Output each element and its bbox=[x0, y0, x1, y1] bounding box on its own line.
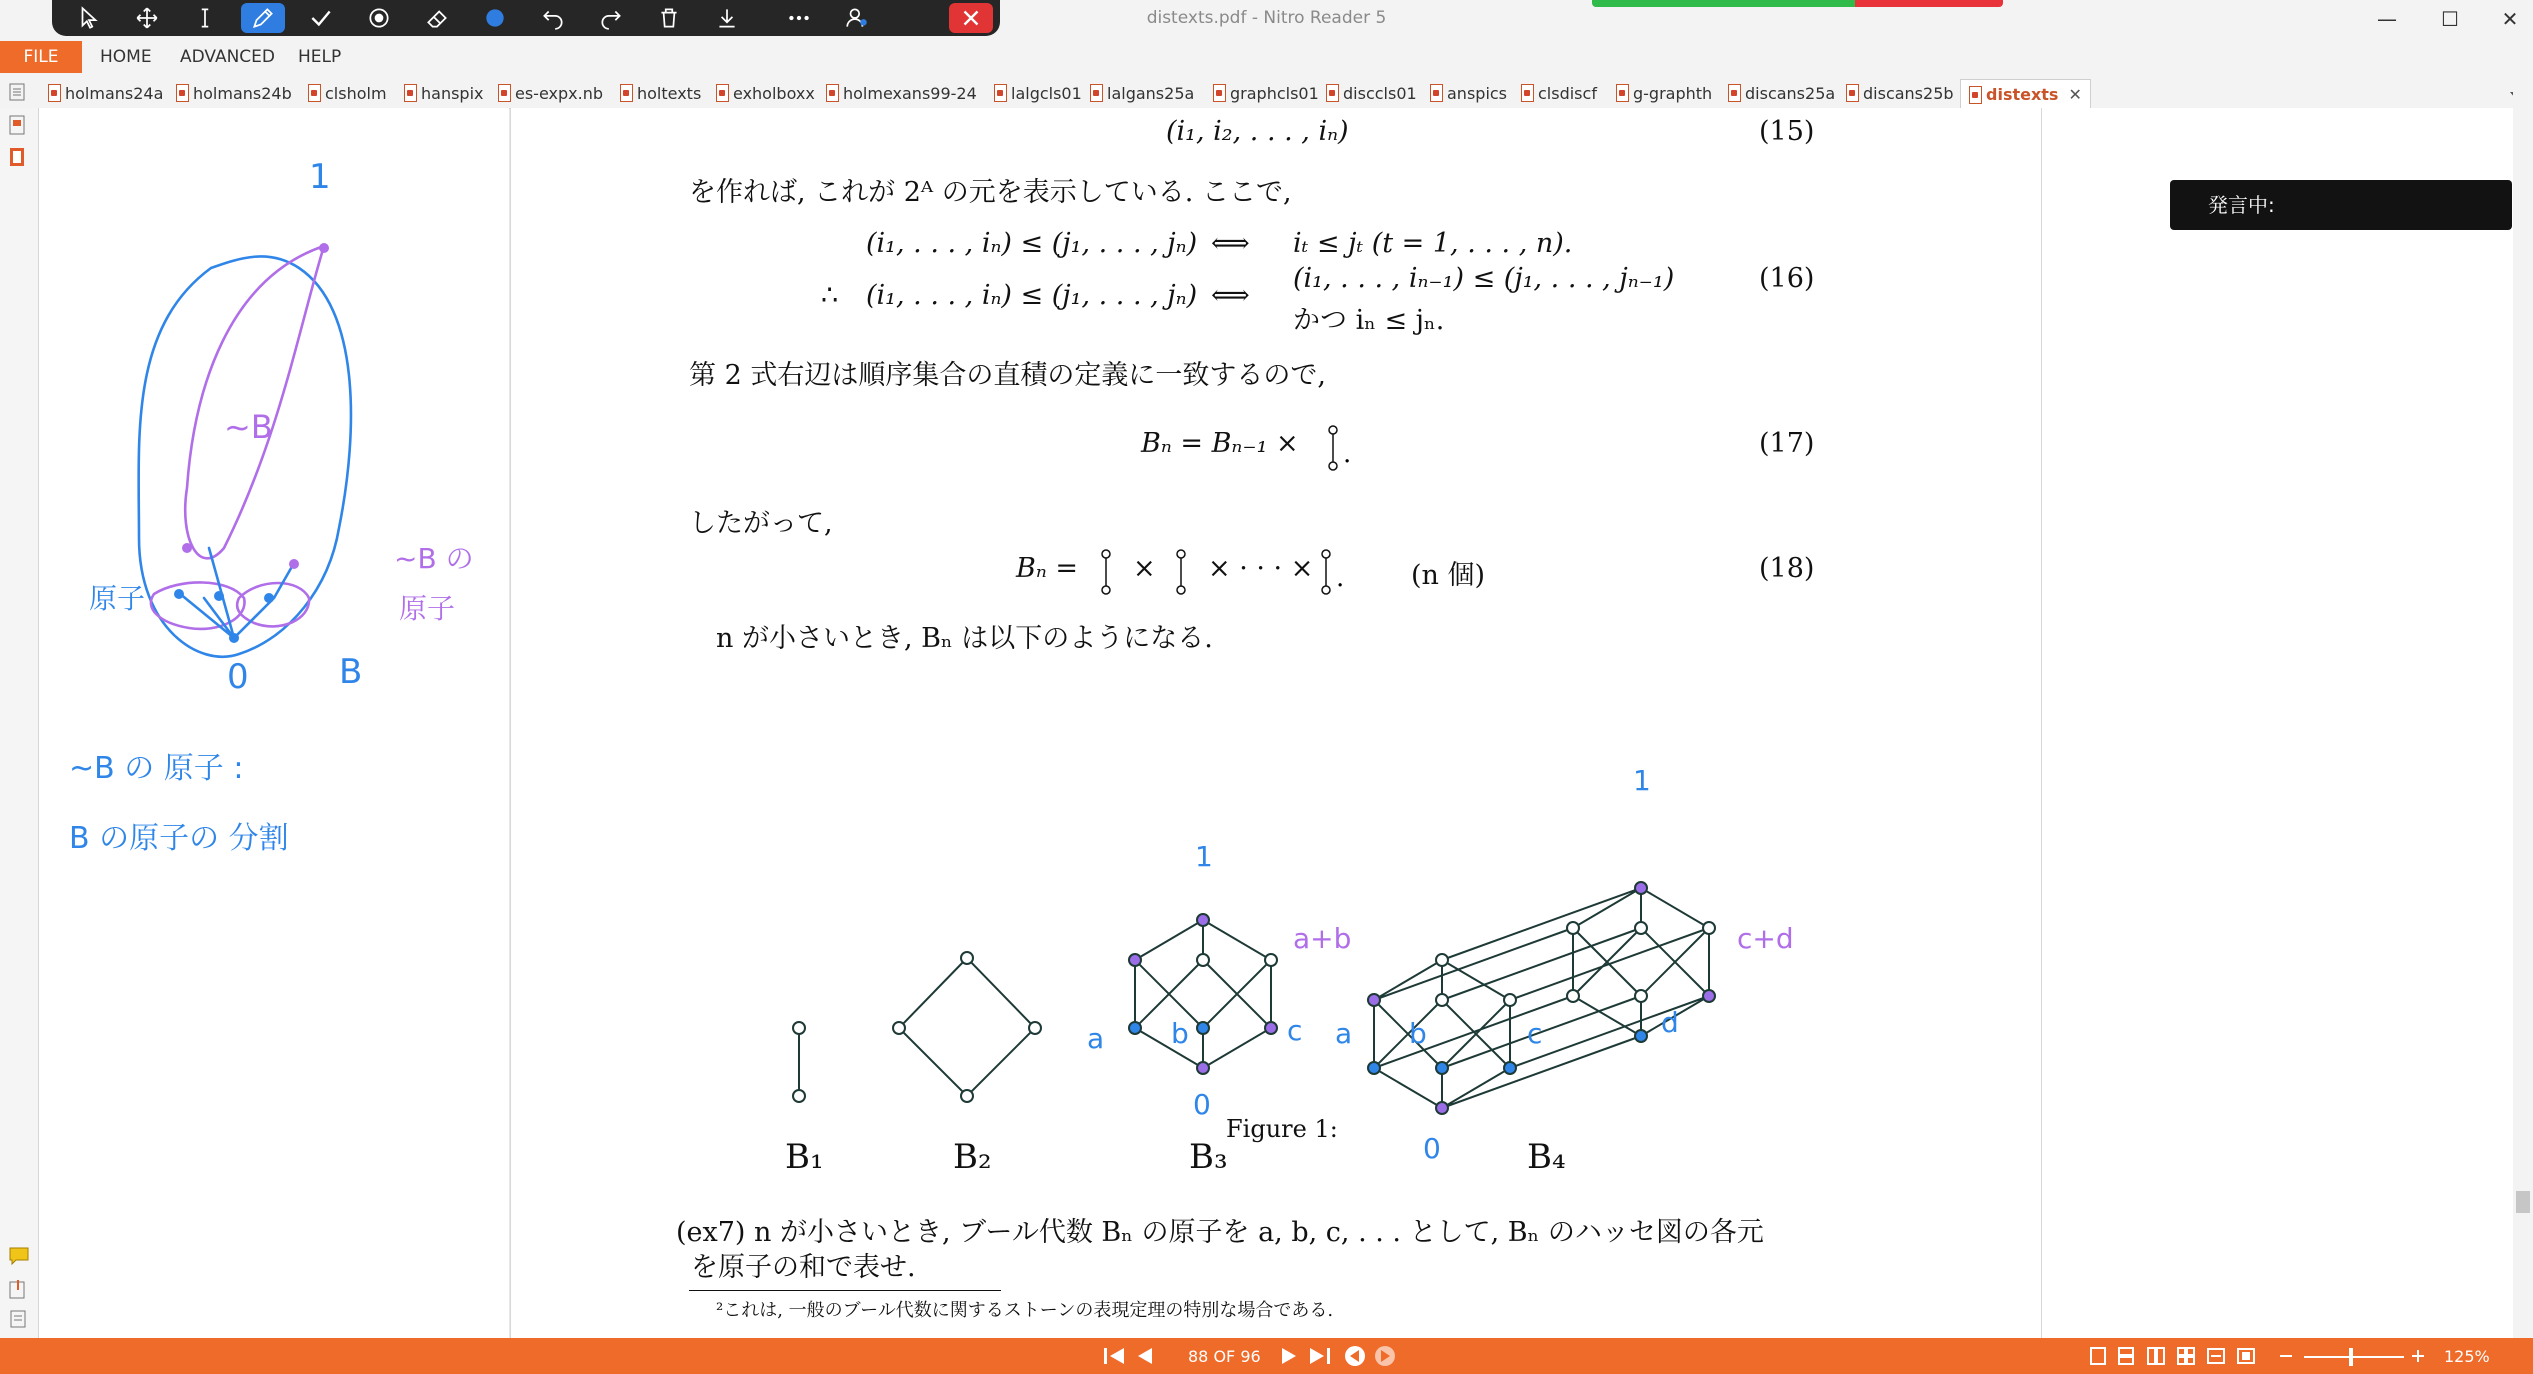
b4-node-c bbox=[1504, 1062, 1516, 1074]
menu-file[interactable]: FILE bbox=[0, 41, 82, 73]
text-line-2: 第 2 式右辺は順序集合の直積の定義に一致するので, bbox=[689, 360, 1326, 391]
right-margin bbox=[2042, 108, 2513, 1338]
tab-lalgcls01[interactable]: lalgcls01 bbox=[994, 82, 1082, 104]
maximize-button[interactable]: ☐ bbox=[2441, 7, 2459, 31]
b3-node-mid bbox=[1197, 954, 1209, 966]
b4-node-u1 bbox=[1567, 922, 1579, 934]
footnote: ²これは, 一般のブール代数に関するストーンの表現定理の特別な場合である. bbox=[716, 1300, 1334, 1321]
tab-discans25b[interactable]: discans25b bbox=[1846, 82, 1954, 104]
hw-note-1: ~B の 原子 : bbox=[69, 751, 244, 786]
tab-clsdiscf[interactable]: clsdiscf bbox=[1521, 82, 1597, 104]
menu-advanced[interactable]: ADVANCED bbox=[180, 47, 276, 67]
ink-dot-left bbox=[182, 543, 192, 553]
hw-btilde: ~B の bbox=[394, 542, 474, 575]
facing-view-icon[interactable] bbox=[2146, 1345, 2166, 1367]
eq18-chain-2 bbox=[1171, 546, 1195, 602]
eq17-number: (17) bbox=[1759, 428, 1815, 459]
b3-node-bottom bbox=[1197, 1062, 1209, 1074]
exercise-7-line-2: を原子の和で表せ. bbox=[691, 1252, 916, 1283]
highlighter-icon[interactable] bbox=[357, 3, 401, 33]
pdf-icon bbox=[826, 84, 839, 102]
b3-node-right-upper bbox=[1265, 954, 1277, 966]
eq18-lhs: Bₙ = bbox=[1016, 553, 1078, 584]
pdf-icon bbox=[176, 84, 189, 102]
download-icon[interactable] bbox=[705, 3, 749, 33]
tab-holmexans99-24[interactable]: holmexans99-24 bbox=[826, 82, 977, 104]
fit-page-icon[interactable] bbox=[2236, 1345, 2256, 1367]
eq18-dots: × · · · × bbox=[1208, 553, 1314, 584]
svg-text:.: . bbox=[1336, 563, 1345, 593]
b4-node-l2 bbox=[1436, 994, 1448, 1006]
text-line-1: を作れば, これが 2ᴬ の元を表示している. ここで, bbox=[689, 177, 1292, 208]
eq18-number: (18) bbox=[1759, 553, 1815, 584]
user-icon[interactable] bbox=[835, 3, 879, 33]
pdf-icon bbox=[1616, 84, 1629, 102]
ink-dot-b bbox=[214, 591, 224, 601]
zoom-in-icon[interactable] bbox=[2410, 1345, 2426, 1367]
tab-distexts[interactable]: distexts ✕ bbox=[1960, 79, 2091, 109]
left-sidebar bbox=[0, 108, 39, 1338]
b4-node-l3 bbox=[1504, 994, 1516, 1006]
b4-node-cd bbox=[1703, 990, 1715, 1002]
tab-es-expx[interactable]: es-expx.nb bbox=[498, 82, 603, 104]
stroke-purple-atoms-2 bbox=[237, 583, 309, 626]
layers-icon[interactable] bbox=[8, 1308, 28, 1328]
menu-bar bbox=[0, 38, 2533, 76]
tab-exholboxx[interactable]: exholboxx bbox=[716, 82, 815, 104]
hw-note-2: B の原子の 分割 bbox=[69, 821, 289, 856]
b4-node-bottom bbox=[1436, 1102, 1448, 1114]
b4-node-u2 bbox=[1635, 922, 1647, 934]
hw-b3-a: a bbox=[1087, 1022, 1105, 1055]
stroke-purple-inner bbox=[185, 246, 324, 558]
tab-clsholm[interactable]: clsholm bbox=[308, 82, 387, 104]
text-cursor-icon[interactable] bbox=[183, 3, 227, 33]
zoom-out-icon[interactable] bbox=[2278, 1345, 2294, 1367]
hw-b4-cd: c+d bbox=[1737, 922, 1794, 955]
pdf-icon bbox=[308, 84, 321, 102]
eq15: (i₁, i₂, . . . , iₙ) bbox=[1166, 116, 1349, 147]
ink-dot-a bbox=[174, 589, 184, 599]
tab-holtexts[interactable]: holtexts bbox=[620, 82, 701, 104]
b4-node-u3 bbox=[1703, 922, 1715, 934]
eq16b-rhs-2: かつ iₙ ≤ jₙ. bbox=[1293, 305, 1445, 336]
b1-node-top bbox=[793, 1022, 805, 1034]
b3-edges bbox=[1135, 920, 1271, 1068]
move-icon[interactable] bbox=[125, 3, 169, 33]
pdf-icon bbox=[1846, 84, 1859, 102]
ink-dot-c bbox=[264, 593, 274, 603]
zoom-level[interactable]: 125% bbox=[2444, 1347, 2490, 1366]
hw-atoms-left: 原子 bbox=[89, 582, 146, 615]
fit-width-icon[interactable] bbox=[2206, 1345, 2226, 1367]
eq18-chain-3 bbox=[1316, 546, 1356, 602]
b2-edges bbox=[899, 958, 1035, 1096]
b4-node-b bbox=[1436, 1062, 1448, 1074]
pdf-icon bbox=[994, 84, 1007, 102]
eq16-number: (16) bbox=[1759, 263, 1815, 294]
next-view-icon[interactable] bbox=[1374, 1345, 1396, 1367]
b3-node-b bbox=[1197, 1022, 1209, 1034]
zoom-slider-thumb[interactable] bbox=[2349, 1348, 2353, 1366]
hw-b4-d: d bbox=[1661, 1006, 1679, 1039]
b2-node-top bbox=[961, 952, 973, 964]
hw-b-inner: ~B bbox=[224, 408, 273, 446]
close-toolbar-icon[interactable] bbox=[949, 3, 993, 33]
tab-anspics[interactable]: anspics bbox=[1430, 82, 1507, 104]
eq15-number: (15) bbox=[1759, 116, 1815, 147]
menu-help[interactable]: HELP bbox=[298, 47, 342, 67]
pdf-icon bbox=[1213, 84, 1226, 102]
eq18-chain-1 bbox=[1096, 546, 1120, 602]
b3-node-a bbox=[1129, 1022, 1141, 1034]
pdf-icon bbox=[1521, 84, 1534, 102]
stroke-blue-hasse bbox=[179, 548, 294, 638]
continuous-facing-view-icon[interactable] bbox=[2176, 1345, 2196, 1367]
comments-icon[interactable] bbox=[8, 1246, 28, 1266]
meeting-indicator-green bbox=[1592, 0, 1855, 7]
footnote-rule bbox=[689, 1290, 1001, 1291]
eq16a-iff: ⟺ bbox=[1211, 228, 1250, 259]
tab-holmans24a[interactable]: holmans24a bbox=[48, 82, 163, 104]
svg-text:.: . bbox=[1343, 439, 1352, 469]
hw-zero: 0 bbox=[227, 657, 249, 697]
exercise-7-line-1: (ex7) n が小さいとき, ブール代数 Bₙ の原子を a, b, c, . . . として, Bₙ のハッセ図の各元 bbox=[676, 1217, 1764, 1248]
b4-node-u4 bbox=[1567, 990, 1579, 1002]
b4-node-a bbox=[1368, 1062, 1380, 1074]
scrollbar-thumb[interactable] bbox=[2516, 1191, 2530, 1213]
document-tab-bar bbox=[0, 76, 2533, 109]
minimize-button[interactable]: — bbox=[2377, 7, 2397, 31]
pdf-icon bbox=[1969, 86, 1982, 104]
trash-icon[interactable] bbox=[647, 3, 691, 33]
window-title: distexts.pdf - Nitro Reader 5 bbox=[1146, 8, 1387, 28]
pointer-icon[interactable] bbox=[67, 3, 111, 33]
b1-node-bottom bbox=[793, 1090, 805, 1102]
page-indicator[interactable]: 88 OF 96 bbox=[1188, 1347, 1261, 1366]
close-button[interactable]: ✕ bbox=[2501, 7, 2519, 31]
pdf-icon bbox=[1090, 84, 1103, 102]
pages-icon[interactable] bbox=[8, 114, 28, 134]
previous-page-icon[interactable] bbox=[1134, 1345, 1154, 1367]
pdf-icon bbox=[404, 84, 417, 102]
next-page-icon[interactable] bbox=[1280, 1345, 1300, 1367]
pdf-icon bbox=[1728, 84, 1741, 102]
pen-icon[interactable] bbox=[241, 3, 285, 33]
label-b2: B₂ bbox=[953, 1137, 992, 1177]
b3-node-top bbox=[1197, 914, 1209, 926]
eq17: Bₙ = Bₙ₋₁ × bbox=[1141, 428, 1299, 459]
single-page-view-icon[interactable] bbox=[2088, 1345, 2108, 1367]
eq16a-lhs: (i₁, . . . , iₙ) ≤ (j₁, . . . , jₙ) bbox=[866, 228, 1198, 259]
hw-b3-zero: 0 bbox=[1193, 1088, 1211, 1121]
first-page-icon[interactable] bbox=[1102, 1345, 1128, 1367]
hw-b3-c: c bbox=[1287, 1014, 1303, 1047]
label-b1: B₁ bbox=[785, 1137, 824, 1177]
b4-node-l1 bbox=[1436, 954, 1448, 966]
b2-node-bottom bbox=[961, 1090, 973, 1102]
tab-g-graphth[interactable]: g-graphth bbox=[1616, 82, 1712, 104]
b4-node-d bbox=[1635, 1030, 1647, 1042]
tab-disccls01[interactable]: disccls01 bbox=[1326, 82, 1417, 104]
ink-dot-zero bbox=[229, 633, 239, 643]
label-b3: B₃ bbox=[1189, 1137, 1228, 1177]
tab-hanspix[interactable]: hanspix bbox=[404, 82, 484, 104]
stroke-blue-outer bbox=[139, 256, 351, 656]
more-icon[interactable] bbox=[777, 3, 821, 33]
annotation-toolbar bbox=[52, 0, 1000, 36]
status-bar bbox=[0, 1338, 2533, 1374]
eq16a-rhs: iₜ ≤ jₜ (t = 1, . . . , n). bbox=[1293, 228, 1573, 259]
b4-node-top bbox=[1635, 882, 1647, 894]
left-margin-annotations bbox=[39, 108, 509, 1338]
eq18-times: × bbox=[1133, 553, 1156, 584]
hw-b4-a: a bbox=[1335, 1017, 1353, 1050]
b4-edges bbox=[1374, 888, 1709, 1108]
previous-view-icon[interactable] bbox=[1344, 1345, 1366, 1367]
tab-graphcls01[interactable]: graphcls01 bbox=[1213, 82, 1319, 104]
speaking-indicator: 発言中: bbox=[2170, 180, 2512, 230]
hw-b: B bbox=[339, 652, 363, 692]
eq16b-iff: ⟺ bbox=[1211, 280, 1250, 311]
eq18-count: (n 個) bbox=[1411, 560, 1486, 591]
attachments-icon[interactable] bbox=[8, 1278, 28, 1298]
ink-dot-right bbox=[289, 559, 299, 569]
b2-node-left bbox=[893, 1022, 905, 1034]
hw-b4-b: b bbox=[1409, 1017, 1427, 1050]
b2-node-right bbox=[1029, 1022, 1041, 1034]
handwritten-annotations bbox=[39, 108, 509, 1338]
hw-top-one: 1 bbox=[309, 157, 331, 197]
b4-node-ab bbox=[1368, 994, 1380, 1006]
zoom-slider-track[interactable] bbox=[2304, 1356, 2404, 1358]
hw-b4-top: 1 bbox=[1633, 764, 1651, 797]
eraser-icon[interactable] bbox=[415, 3, 459, 33]
eq16b-lhs: (i₁, . . . , iₙ) ≤ (j₁, . . . , jₙ) bbox=[866, 280, 1198, 311]
pdf-icon bbox=[48, 84, 61, 102]
eq17-chain-symbol bbox=[1323, 422, 1363, 478]
figure-caption: Figure 1: bbox=[1226, 1115, 1338, 1143]
vertical-scrollbar[interactable] bbox=[2513, 76, 2533, 1338]
redo-icon[interactable] bbox=[589, 3, 633, 33]
hw-b4-ab: a+b bbox=[1293, 922, 1352, 955]
b3-node-ab bbox=[1129, 954, 1141, 966]
tab-holmans24b[interactable]: holmans24b bbox=[176, 82, 292, 104]
ink-dot-top bbox=[319, 243, 329, 253]
hw-btilde-atoms: 原子 bbox=[399, 592, 456, 625]
hw-b3-b: b bbox=[1171, 1017, 1189, 1050]
color-picker-icon[interactable] bbox=[473, 3, 517, 33]
eq16b-therefore: ∴ bbox=[821, 280, 839, 311]
undo-icon[interactable] bbox=[531, 3, 575, 33]
bookmarks-icon[interactable] bbox=[8, 146, 28, 166]
close-tab-icon[interactable]: ✕ bbox=[2068, 85, 2082, 104]
text-line-3: したがって, bbox=[689, 508, 833, 539]
hw-b3-top: 1 bbox=[1195, 840, 1213, 873]
hw-b4-c: c bbox=[1527, 1017, 1543, 1050]
hw-b4-zero: 0 bbox=[1423, 1132, 1441, 1165]
pdf-icon bbox=[716, 84, 729, 102]
b3-node-c bbox=[1265, 1022, 1277, 1034]
b4-node-u5 bbox=[1635, 990, 1647, 1002]
pdf-icon bbox=[498, 84, 511, 102]
eq16b-rhs-1: (i₁, . . . , iₙ₋₁) ≤ (j₁, . . . , jₙ₋₁) bbox=[1293, 263, 1675, 294]
tabs-menu-icon[interactable] bbox=[8, 81, 26, 103]
pdf-icon bbox=[620, 84, 633, 102]
meeting-indicator-red bbox=[1855, 0, 2003, 7]
pdf-icon bbox=[1326, 84, 1339, 102]
label-b4: B₄ bbox=[1527, 1137, 1566, 1177]
last-page-icon[interactable] bbox=[1308, 1345, 1334, 1367]
text-line-4: n が小さいとき, Bₙ は以下のようになる. bbox=[716, 623, 1213, 654]
menu-home[interactable]: HOME bbox=[100, 47, 152, 67]
check-icon[interactable] bbox=[299, 3, 343, 33]
continuous-view-icon[interactable] bbox=[2116, 1345, 2136, 1367]
tab-discans25a[interactable]: discans25a bbox=[1728, 82, 1835, 104]
tab-lalgans25a[interactable]: lalgans25a bbox=[1090, 82, 1194, 104]
pdf-icon bbox=[1430, 84, 1443, 102]
pdf-page[interactable] bbox=[510, 108, 2042, 1338]
